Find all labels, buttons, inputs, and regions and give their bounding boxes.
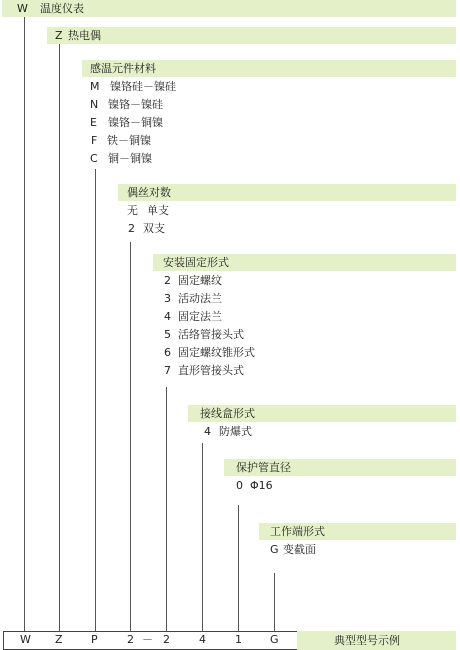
level-3-option-text: 单支: [147, 204, 169, 217]
level-4-option-text: 直形管接头式: [178, 364, 244, 377]
level-2-option-text: 镍铬－铜镍: [108, 116, 163, 129]
level-2-option-code: E: [90, 116, 97, 129]
example-code-char: Z: [55, 633, 63, 646]
level-2-header: 感温元件材料: [90, 62, 156, 75]
level-5-header: 接线盒形式: [200, 407, 255, 420]
level-4-option-code: 7: [164, 364, 171, 377]
example-code-char: P: [91, 633, 98, 646]
example-code-char: 1: [235, 633, 242, 646]
level-4-option-text: 活络管接头式: [178, 328, 244, 341]
connector-line: [274, 573, 275, 631]
level-2-option-code: F: [91, 134, 98, 147]
level-4-option-text: 固定螺纹锥形式: [178, 346, 255, 359]
example-code-char: 2: [127, 633, 134, 646]
level-3-header: 偶丝对数: [127, 186, 171, 199]
connector-line: [24, 17, 25, 631]
level-4-header: 安装固定形式: [163, 256, 229, 269]
level-4-option-code: 6: [164, 346, 171, 359]
level-3-option-text: 双支: [143, 222, 165, 235]
level-2-option-text: 镍铬－镍硅: [108, 98, 163, 111]
header-band-level-1: [47, 27, 456, 44]
connector-line: [130, 242, 131, 631]
level-6-option-text: Φ16: [250, 479, 273, 492]
connector-line: [166, 387, 167, 631]
level-4-option-code: 3: [164, 292, 171, 305]
level-2-option-text: 铁－铜镍: [107, 134, 151, 147]
connector-line: [202, 443, 203, 631]
level-2-option-code: M: [90, 80, 100, 93]
example-caption: 典型型号示例: [334, 634, 400, 647]
level-6-option-code: 0: [236, 479, 243, 492]
level-3-option-code: 无: [127, 204, 138, 217]
level-7-header: 工作端形式: [270, 525, 325, 538]
level-2-option-text: 铜－铜镍: [108, 152, 152, 165]
example-code-char: 2: [163, 633, 170, 646]
level-7-option-text: 变截面: [283, 543, 316, 556]
level-0-code: W: [17, 2, 28, 15]
level-1-header: 热电偶: [68, 29, 101, 42]
level-4-option-code: 4: [164, 310, 171, 323]
connector-line: [95, 169, 96, 631]
example-code-char: －: [142, 633, 153, 646]
connector-line: [59, 44, 60, 631]
connector-line: [238, 505, 239, 631]
level-7-option-code: G: [270, 543, 279, 556]
level-0-header: 温度仪表: [40, 2, 84, 15]
level-2-option-code: N: [90, 98, 99, 111]
level-4-option-code: 5: [164, 328, 171, 341]
example-code-char: 4: [199, 633, 206, 646]
level-4-option-text: 固定螺纹: [178, 274, 222, 287]
level-5-option-code: 4: [204, 425, 211, 438]
example-code-char: W: [20, 633, 31, 646]
example-code-char: G: [270, 633, 279, 646]
level-6-header: 保护管直径: [236, 461, 291, 474]
level-2-option-text: 镍铬硅－镍硅: [110, 80, 176, 93]
level-5-option-text: 防爆式: [219, 425, 252, 438]
level-1-code: Z: [55, 29, 63, 42]
level-4-option-code: 2: [164, 274, 171, 287]
level-2-option-code: C: [90, 152, 98, 165]
level-3-option-code: 2: [128, 222, 135, 235]
level-4-option-text: 活动法兰: [178, 292, 222, 305]
level-4-option-text: 固定法兰: [178, 310, 222, 323]
